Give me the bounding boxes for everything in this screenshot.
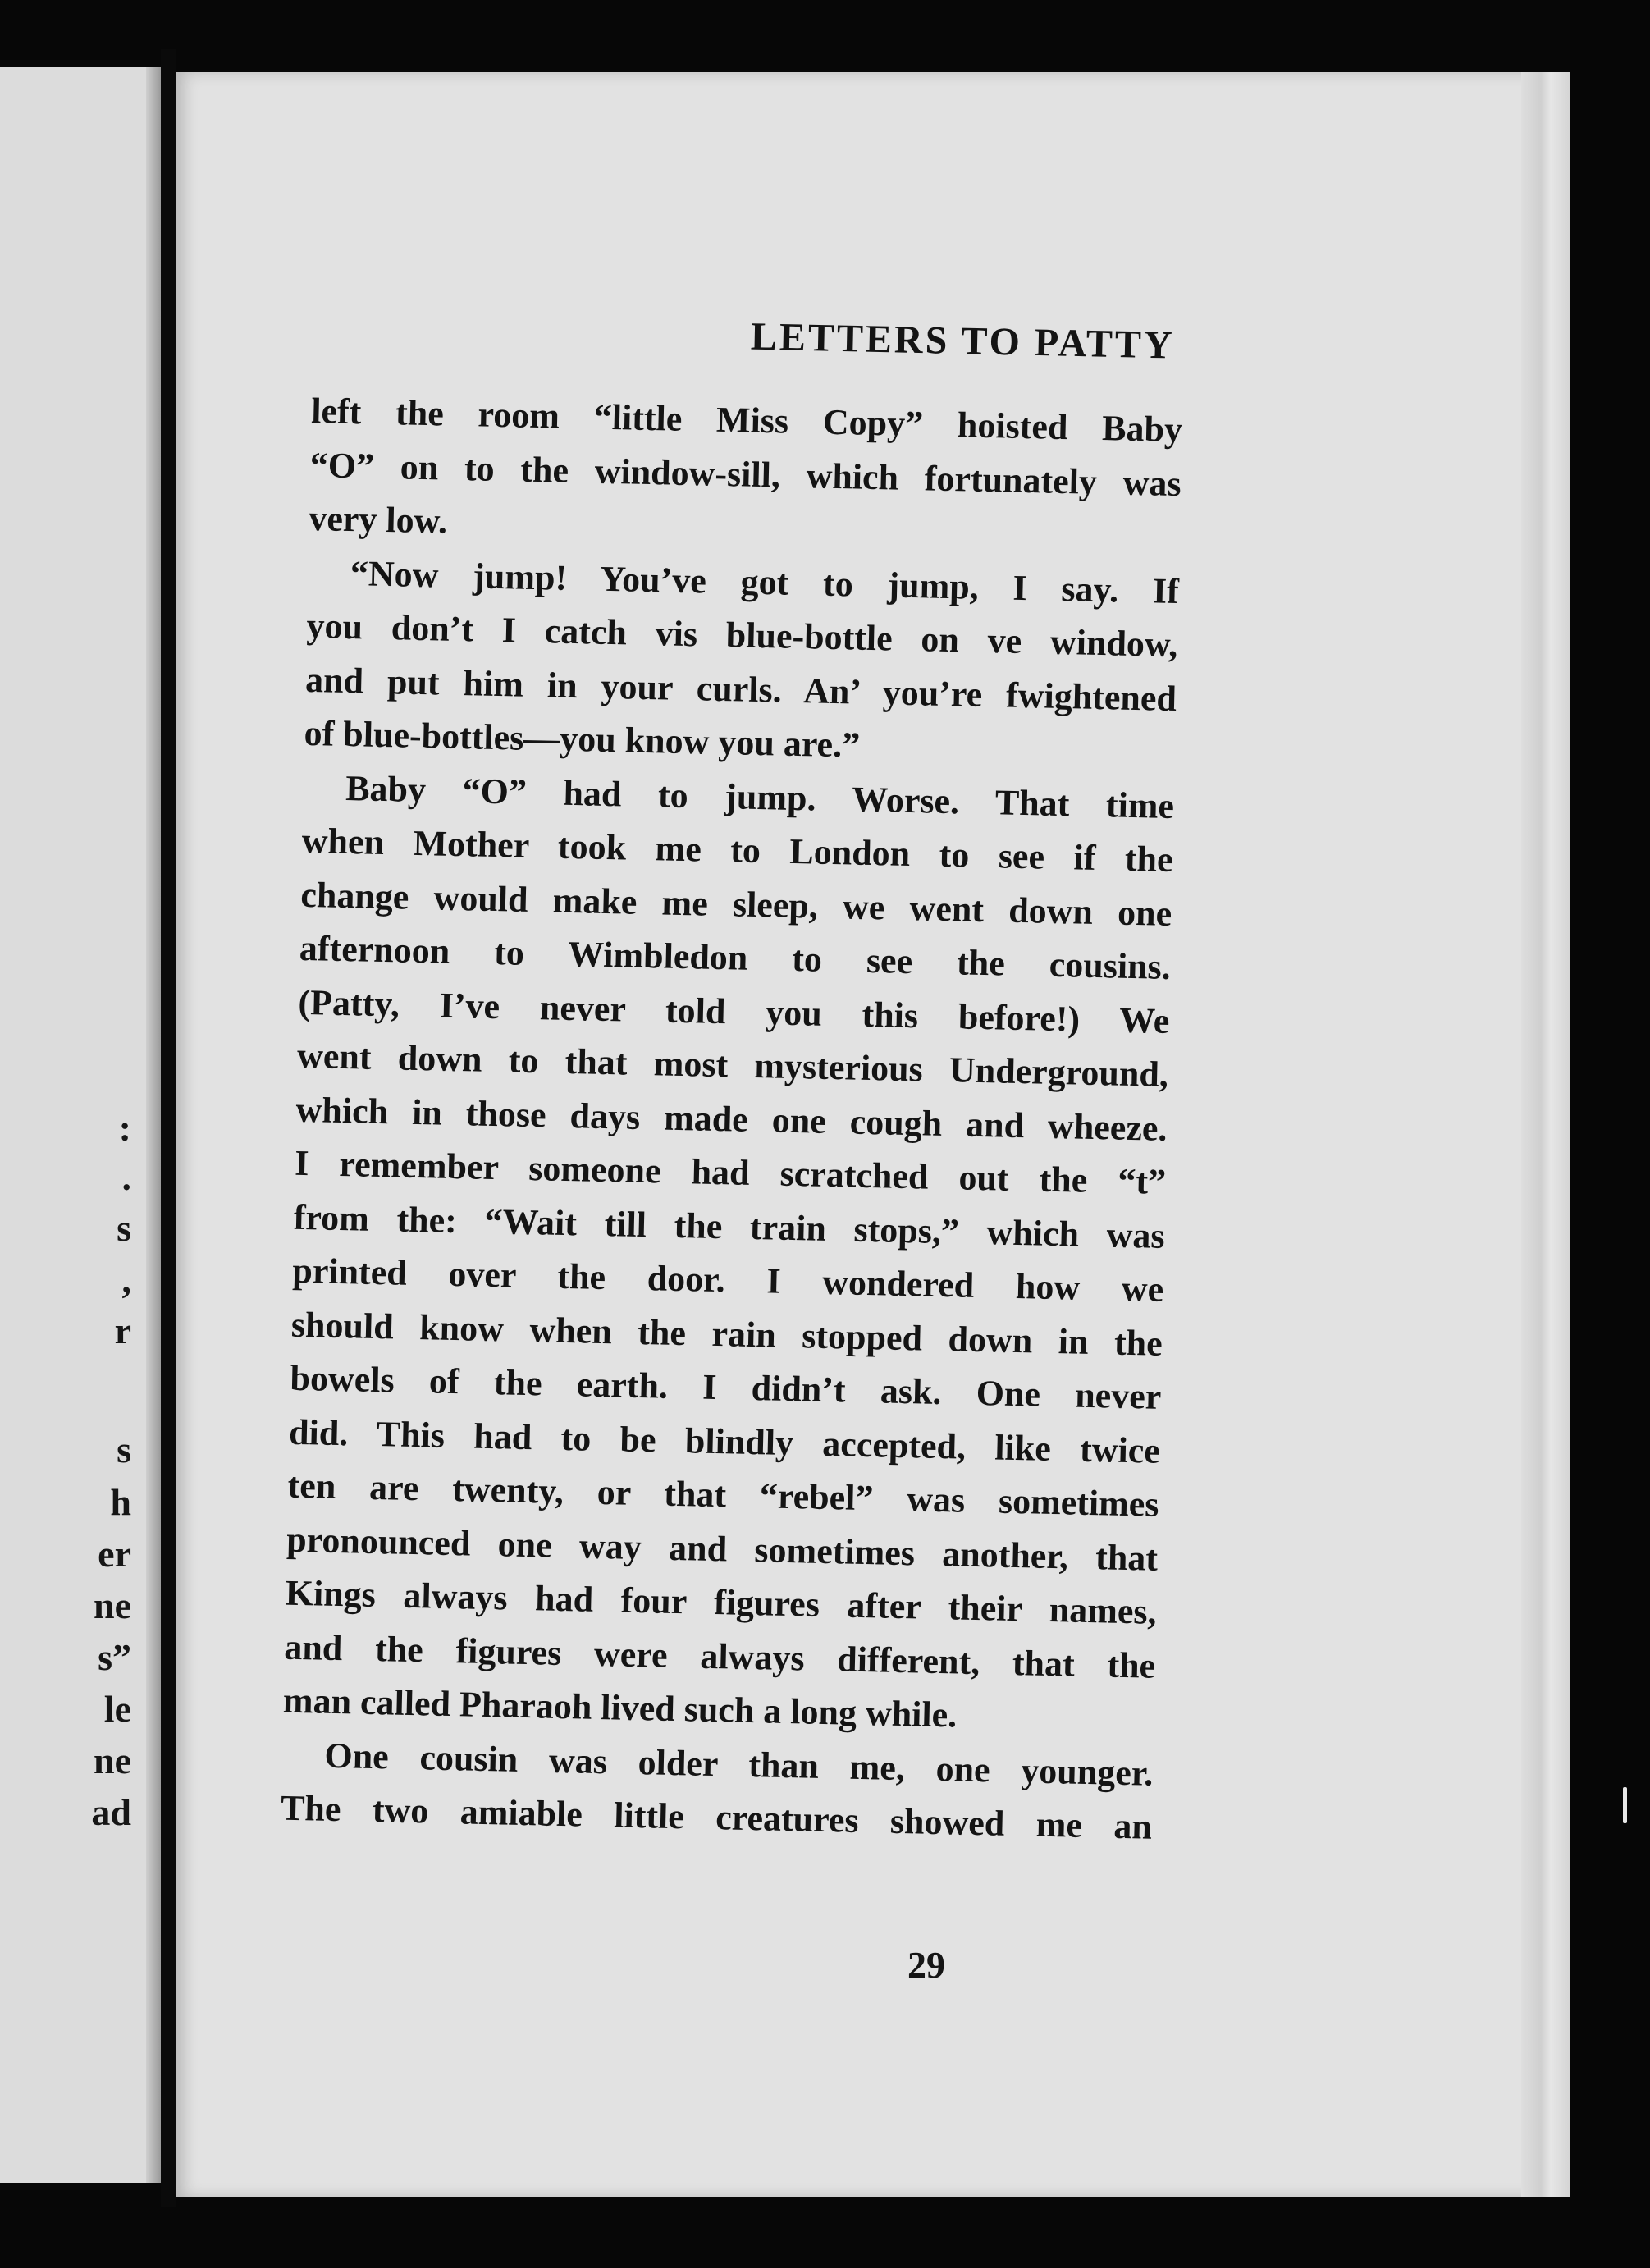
text-line: “Now jump! You’ve got to jump, I say. If: [350, 552, 1180, 611]
facing-page-fragment: ne: [94, 1740, 131, 1781]
facing-page-fragment: ,: [121, 1259, 131, 1301]
text-line: man called Pharaoh lived such a long while.: [282, 1680, 958, 1735]
facing-page-fragment: s: [117, 1207, 131, 1249]
facing-page-fragment: .: [121, 1156, 131, 1198]
text-line: you don’t I catch vis blue-bottle on ve window,: [306, 605, 1178, 665]
text-line: which in those days made one cough and wheeze.: [295, 1089, 1168, 1149]
text-line: went down to that most mysterious Underground,: [296, 1035, 1169, 1095]
text-line: of blue-bottles—you know you are.”: [304, 712, 861, 766]
book-binding-gap: [161, 49, 176, 2207]
running-head: LETTERS TO PATTY: [750, 314, 1176, 368]
text-line: “O” on to the window-sill, which fortunately was: [309, 444, 1182, 504]
facing-page-fragment: s”: [98, 1636, 131, 1678]
scan-speck: [1623, 1787, 1627, 1823]
text-line: change would make me sleep, we went down one: [299, 874, 1172, 934]
text-line: ten are twenty, or that “rebel” was sometimes: [287, 1465, 1159, 1525]
scan-border: [1570, 0, 1650, 2268]
text-line: printed over the door. I wondered how we: [291, 1250, 1164, 1310]
text-line: pronounced one way and sometimes another, that: [286, 1519, 1159, 1579]
page-number: 29: [907, 1944, 945, 1986]
text-line: should know when the rain stopped down in the: [290, 1304, 1163, 1364]
facing-page-fragment: s: [117, 1429, 131, 1470]
facing-page-fragment: er: [98, 1533, 131, 1575]
facing-page-fragment: ne: [94, 1584, 131, 1626]
text-line: and the figures were always different, that the: [283, 1626, 1156, 1686]
facing-page: [0, 67, 161, 2183]
body-text: [280, 384, 1182, 1854]
facing-page-fragment: h: [110, 1481, 131, 1523]
text-line: bowels of the earth. I didn’t ask. One never: [290, 1357, 1162, 1417]
text-line: Kings always had four figures after their names,: [285, 1572, 1158, 1632]
facing-page-fragment: r: [114, 1310, 131, 1351]
text-line: left the room “little Miss Copy” hoisted Baby: [310, 390, 1183, 450]
text-line: from the: “Wait till the train stops,” which was: [293, 1196, 1166, 1256]
book-page: [176, 72, 1570, 2197]
gutter-shadow: [146, 67, 161, 2183]
text-line: afternoon to Wimbledon to see the cousins.: [299, 927, 1172, 987]
text-line: when Mother took me to London to see if the: [301, 820, 1174, 880]
facing-page-fragment: :: [118, 1107, 131, 1149]
text-line: (Patty, I’ve never told you this before!) We: [298, 981, 1170, 1041]
text-line: Baby “O” had to jump. Worse. That time: [345, 767, 1175, 826]
facing-page-fragment: le: [103, 1688, 131, 1730]
text-line: The two amiable little creatures showed me an: [280, 1787, 1153, 1847]
facing-page-text-fragments: [0, 67, 131, 2183]
text-line: did. This had to be blindly accepted, like twice: [288, 1411, 1161, 1471]
page-edge: [1521, 72, 1570, 2197]
text-line: I remember someone had scratched out the “t”: [294, 1142, 1167, 1202]
facing-page-fragment: ad: [91, 1791, 131, 1833]
text-line: One cousin was older than me, one younger.: [324, 1735, 1154, 1794]
text-line: and put him in your curls. An’ you’re fwightened: [304, 659, 1177, 719]
text-line: very low.: [308, 497, 448, 542]
